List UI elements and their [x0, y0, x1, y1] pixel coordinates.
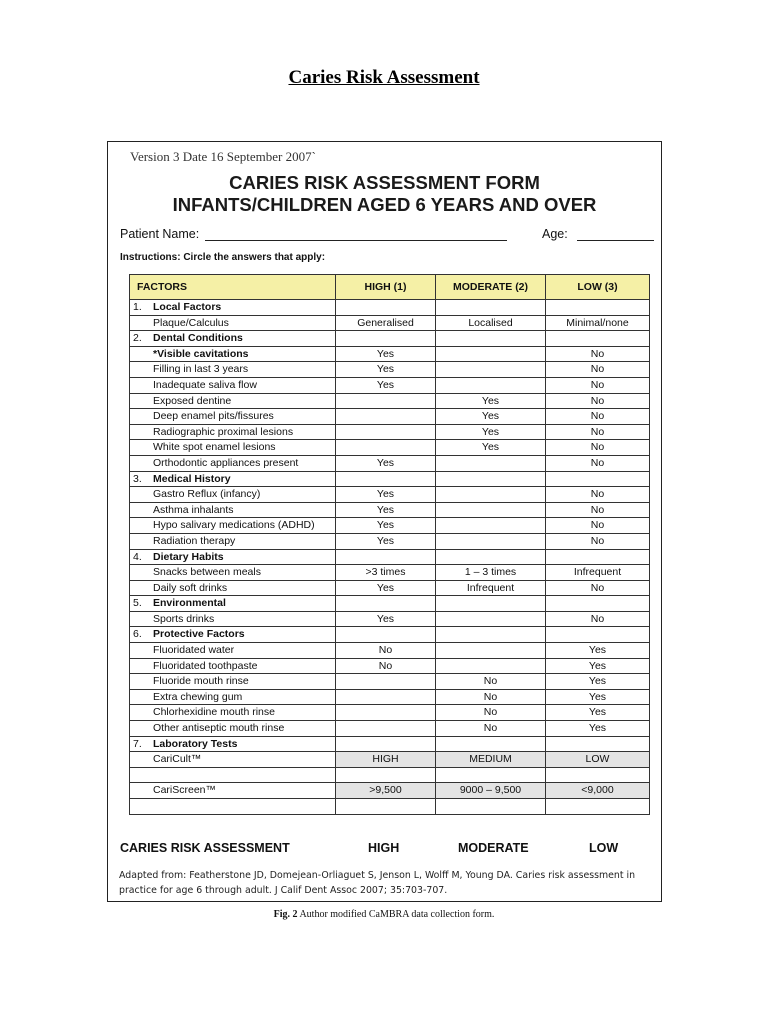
empty-cell — [546, 331, 650, 347]
factor-label: Hypo salivary medications (ADHD) — [153, 519, 315, 532]
answer-moderate[interactable]: 9000 – 9,500 — [436, 783, 546, 799]
section-number: 5. — [133, 597, 142, 610]
answer-low[interactable]: No — [546, 611, 650, 627]
answer-moderate — [436, 533, 546, 549]
factor-label: Radiation therapy — [153, 534, 236, 547]
table-row — [130, 377, 650, 393]
answer-high[interactable]: Yes — [336, 346, 436, 362]
factor-label: Asthma inhalants — [153, 503, 234, 516]
answer-high — [336, 705, 436, 721]
answer-low[interactable]: No — [546, 455, 650, 471]
table-row — [130, 580, 650, 596]
answer-low[interactable]: No — [546, 533, 650, 549]
table-row — [130, 533, 650, 549]
factor-cell — [130, 471, 336, 487]
col-header-moderate: MODERATE (2) — [436, 275, 546, 300]
factor-label: Filling in last 3 years — [153, 363, 249, 376]
empty-cell — [336, 596, 436, 612]
table-row — [130, 611, 650, 627]
factor-cell — [130, 549, 336, 565]
section-number: 4. — [133, 550, 142, 563]
answer-low[interactable]: Yes — [546, 689, 650, 705]
factor-cell — [130, 658, 336, 674]
page-title — [0, 67, 768, 89]
answer-low[interactable]: No — [546, 487, 650, 503]
answer-low[interactable]: Yes — [546, 674, 650, 690]
answer-moderate — [436, 799, 546, 815]
answer-high — [336, 424, 436, 440]
factor-label: Daily soft drinks — [153, 581, 228, 594]
answer-low[interactable]: Yes — [546, 721, 650, 737]
col-header-factors: FACTORS — [130, 275, 336, 300]
answer-moderate — [436, 767, 546, 783]
empty-cell — [546, 627, 650, 643]
factor-cell — [130, 487, 336, 503]
answer-moderate — [436, 518, 546, 534]
factor-cell — [130, 689, 336, 705]
table-row — [130, 689, 650, 705]
section-row — [130, 596, 650, 612]
factor-cell — [130, 721, 336, 737]
section-number: 1. — [133, 301, 142, 313]
answer-high[interactable]: Yes — [336, 487, 436, 503]
answer-moderate[interactable]: No — [436, 705, 546, 721]
factor-label: CariScreen™ — [153, 784, 217, 797]
factor-label: CariCult™ — [153, 753, 202, 766]
answer-high[interactable]: Yes — [336, 580, 436, 596]
answer-low[interactable]: No — [546, 393, 650, 409]
answer-low — [546, 799, 650, 815]
section-number: 7. — [133, 737, 142, 750]
factor-cell — [130, 767, 336, 783]
factor-cell — [130, 565, 336, 581]
section-number: 3. — [133, 472, 142, 485]
empty-cell — [436, 736, 546, 752]
answer-moderate — [436, 487, 546, 503]
table-row — [130, 674, 650, 690]
factor-label: Fluoridated toothpaste — [153, 659, 258, 672]
answer-high — [336, 689, 436, 705]
answer-moderate — [436, 362, 546, 378]
factor-cell — [130, 409, 336, 425]
summary-label: CARIES RISK ASSESSMENT — [120, 841, 290, 855]
empty-cell — [336, 627, 436, 643]
section-row — [130, 549, 650, 565]
empty-cell — [546, 300, 650, 316]
answer-moderate — [436, 377, 546, 393]
patient-name-field[interactable] — [205, 240, 507, 241]
answer-low[interactable]: LOW — [546, 752, 650, 768]
col-header-low: LOW (3) — [546, 275, 650, 300]
summary-moderate[interactable]: MODERATE — [458, 841, 529, 855]
section-row — [130, 331, 650, 347]
answer-high[interactable]: >3 times — [336, 565, 436, 581]
factor-label: Chlorhexidine mouth rinse — [153, 706, 275, 719]
factor-cell — [130, 362, 336, 378]
answer-low[interactable]: No — [546, 518, 650, 534]
answer-low[interactable]: No — [546, 424, 650, 440]
table-row — [130, 565, 650, 581]
factor-cell — [130, 502, 336, 518]
section-label: Dietary Habits — [153, 550, 224, 563]
answer-moderate[interactable]: Yes — [436, 424, 546, 440]
factor-cell — [130, 533, 336, 549]
answer-low[interactable]: <9,000 — [546, 783, 650, 799]
answer-moderate — [436, 611, 546, 627]
form-heading-line2: INFANTS/CHILDREN AGED 6 YEARS AND OVER — [172, 194, 597, 215]
figure-caption — [0, 909, 768, 920]
answer-high[interactable]: Generalised — [336, 315, 436, 331]
empty-cell — [436, 596, 546, 612]
answer-low — [546, 767, 650, 783]
answer-low[interactable]: Minimal/none — [546, 315, 650, 331]
answer-high[interactable]: >9,500 — [336, 783, 436, 799]
summary-low[interactable]: LOW — [589, 841, 619, 855]
answer-low[interactable]: No — [546, 502, 650, 518]
answer-high — [336, 393, 436, 409]
summary-high[interactable]: HIGH — [368, 841, 400, 855]
factor-label: Inadequate saliva flow — [153, 378, 257, 391]
answer-moderate — [436, 346, 546, 362]
factor-label: Sports drinks — [153, 612, 215, 625]
table-row — [130, 409, 650, 425]
factor-label: Radiographic proximal lesions — [153, 425, 294, 438]
factor-rows — [130, 300, 650, 815]
answer-moderate[interactable]: No — [436, 721, 546, 737]
table-row — [130, 752, 650, 768]
section-row — [130, 627, 650, 643]
empty-cell — [336, 471, 436, 487]
factor-label: Extra chewing gum — [153, 690, 243, 703]
factor-cell — [130, 331, 336, 347]
answer-low[interactable]: No — [546, 377, 650, 393]
empty-cell — [546, 549, 650, 565]
factor-label: Exposed dentine — [153, 394, 232, 407]
table-row — [130, 315, 650, 331]
answer-moderate — [436, 455, 546, 471]
answer-high[interactable]: Yes — [336, 611, 436, 627]
answer-high[interactable]: Yes — [336, 533, 436, 549]
answer-high — [336, 721, 436, 737]
table-row — [130, 721, 650, 737]
factor-cell — [130, 346, 336, 362]
section-label: Environmental — [153, 597, 226, 610]
factor-cell — [130, 643, 336, 659]
answer-high[interactable]: No — [336, 658, 436, 674]
factor-label: Snacks between meals — [153, 566, 261, 579]
answer-high[interactable]: HIGH — [336, 752, 436, 768]
table-row — [130, 658, 650, 674]
section-label: Protective Factors — [153, 628, 245, 641]
empty-cell — [436, 471, 546, 487]
factor-cell — [130, 705, 336, 721]
factor-label: Fluoride mouth rinse — [153, 675, 249, 688]
factor-label: *Visible cavitations — [153, 347, 249, 360]
factor-label: Orthodontic appliances present — [153, 456, 299, 469]
factor-cell — [130, 580, 336, 596]
answer-low[interactable]: Infrequent — [546, 565, 650, 581]
answer-moderate[interactable]: Yes — [436, 393, 546, 409]
section-row — [130, 736, 650, 752]
answer-high — [336, 767, 436, 783]
table-row — [130, 783, 650, 799]
section-number: 2. — [133, 332, 142, 345]
answer-moderate — [436, 643, 546, 659]
answer-low[interactable]: No — [546, 346, 650, 362]
factor-label: Other antiseptic mouth rinse — [153, 722, 285, 735]
empty-cell — [336, 736, 436, 752]
table-header-row — [130, 275, 650, 300]
section-label: Laboratory Tests — [153, 737, 238, 750]
section-label: Dental Conditions — [153, 332, 243, 345]
factors-table — [129, 274, 650, 815]
table-row — [130, 799, 650, 815]
answer-moderate[interactable]: MEDIUM — [436, 752, 546, 768]
answer-high — [336, 674, 436, 690]
table-row — [130, 643, 650, 659]
answer-moderate[interactable]: Localised — [436, 315, 546, 331]
form-version: Version 3 Date 16 September 2007` — [130, 149, 316, 164]
form-heading-line1: CARIES RISK ASSESSMENT FORM — [229, 172, 540, 193]
empty-cell — [436, 549, 546, 565]
answer-moderate — [436, 658, 546, 674]
empty-cell — [546, 596, 650, 612]
factor-cell — [130, 596, 336, 612]
answer-low[interactable]: Yes — [546, 643, 650, 659]
table-row — [130, 518, 650, 534]
answer-low[interactable]: Yes — [546, 658, 650, 674]
factor-cell — [130, 611, 336, 627]
answer-high[interactable]: No — [336, 643, 436, 659]
factor-cell — [130, 440, 336, 456]
factor-cell — [130, 518, 336, 534]
answer-high[interactable]: Yes — [336, 502, 436, 518]
section-label: Medical History — [153, 472, 231, 485]
patient-name-label: Patient Name: — [120, 227, 200, 241]
table-row — [130, 705, 650, 721]
factor-cell — [130, 393, 336, 409]
answer-high[interactable]: Yes — [336, 518, 436, 534]
answer-low[interactable]: No — [546, 440, 650, 456]
page-title-text: Caries Risk Assessment — [288, 67, 480, 88]
figure-caption-text: Author modified CaMBRA data collection form. — [299, 909, 495, 920]
risk-assessment-form — [107, 141, 662, 902]
factor-cell — [130, 455, 336, 471]
table-row — [130, 455, 650, 471]
table-row — [130, 767, 650, 783]
factor-label: White spot enamel lesions — [153, 441, 276, 454]
section-row — [130, 300, 650, 316]
empty-cell — [336, 549, 436, 565]
answer-low[interactable]: Yes — [546, 705, 650, 721]
factor-label: Fluoridated water — [153, 644, 235, 657]
table-row — [130, 440, 650, 456]
answer-moderate[interactable]: Infrequent — [436, 580, 546, 596]
factor-label: Plaque/Calculus — [153, 316, 229, 329]
empty-cell — [546, 736, 650, 752]
table-row — [130, 362, 650, 378]
factor-cell — [130, 752, 336, 768]
answer-moderate[interactable]: Yes — [436, 409, 546, 425]
factor-cell — [130, 674, 336, 690]
empty-cell — [436, 331, 546, 347]
answer-low[interactable]: No — [546, 409, 650, 425]
factor-cell — [130, 424, 336, 440]
factor-cell — [130, 736, 336, 752]
instructions: Instructions: Circle the answers that apply: — [120, 252, 326, 263]
answer-high — [336, 799, 436, 815]
table-row — [130, 346, 650, 362]
age-label: Age: — [542, 227, 568, 241]
answer-high — [336, 440, 436, 456]
factor-cell — [130, 799, 336, 815]
age-field[interactable] — [577, 240, 654, 241]
answer-low[interactable]: No — [546, 580, 650, 596]
factor-cell — [130, 627, 336, 643]
section-number: 6. — [133, 628, 142, 641]
answer-low[interactable]: No — [546, 362, 650, 378]
answer-high — [336, 409, 436, 425]
section-row — [130, 471, 650, 487]
answer-moderate[interactable]: No — [436, 674, 546, 690]
factor-cell — [130, 300, 336, 316]
section-label: Local Factors — [153, 301, 222, 313]
empty-cell — [436, 300, 546, 316]
citation: Adapted from: Featherstone JD, Domejean-Orliaguet S, Jenson L, Wolff M, Young DA. Caries risk assessment in practice for age 6 through adult. J Calif Dent Assoc 2007; 35:703-707. — [119, 870, 636, 896]
factor-cell — [130, 377, 336, 393]
col-header-high: HIGH (1) — [336, 275, 436, 300]
table-row — [130, 487, 650, 503]
figure-label: Fig. 2 — [273, 909, 298, 920]
table-row — [130, 502, 650, 518]
factor-cell — [130, 783, 336, 799]
answer-high[interactable]: Yes — [336, 362, 436, 378]
answer-high[interactable]: Yes — [336, 377, 436, 393]
factor-label: Gastro Reflux (infancy) — [153, 488, 261, 501]
answer-moderate — [436, 502, 546, 518]
empty-cell — [546, 471, 650, 487]
table-row — [130, 393, 650, 409]
factor-cell — [130, 315, 336, 331]
table-row — [130, 424, 650, 440]
answer-high[interactable]: Yes — [336, 455, 436, 471]
empty-cell — [436, 627, 546, 643]
form-heading — [108, 172, 661, 216]
empty-cell — [336, 300, 436, 316]
factor-label: Deep enamel pits/fissures — [153, 410, 274, 423]
answer-moderate[interactable]: No — [436, 689, 546, 705]
answer-moderate[interactable]: Yes — [436, 440, 546, 456]
answer-moderate[interactable]: 1 – 3 times — [436, 565, 546, 581]
empty-cell — [336, 331, 436, 347]
